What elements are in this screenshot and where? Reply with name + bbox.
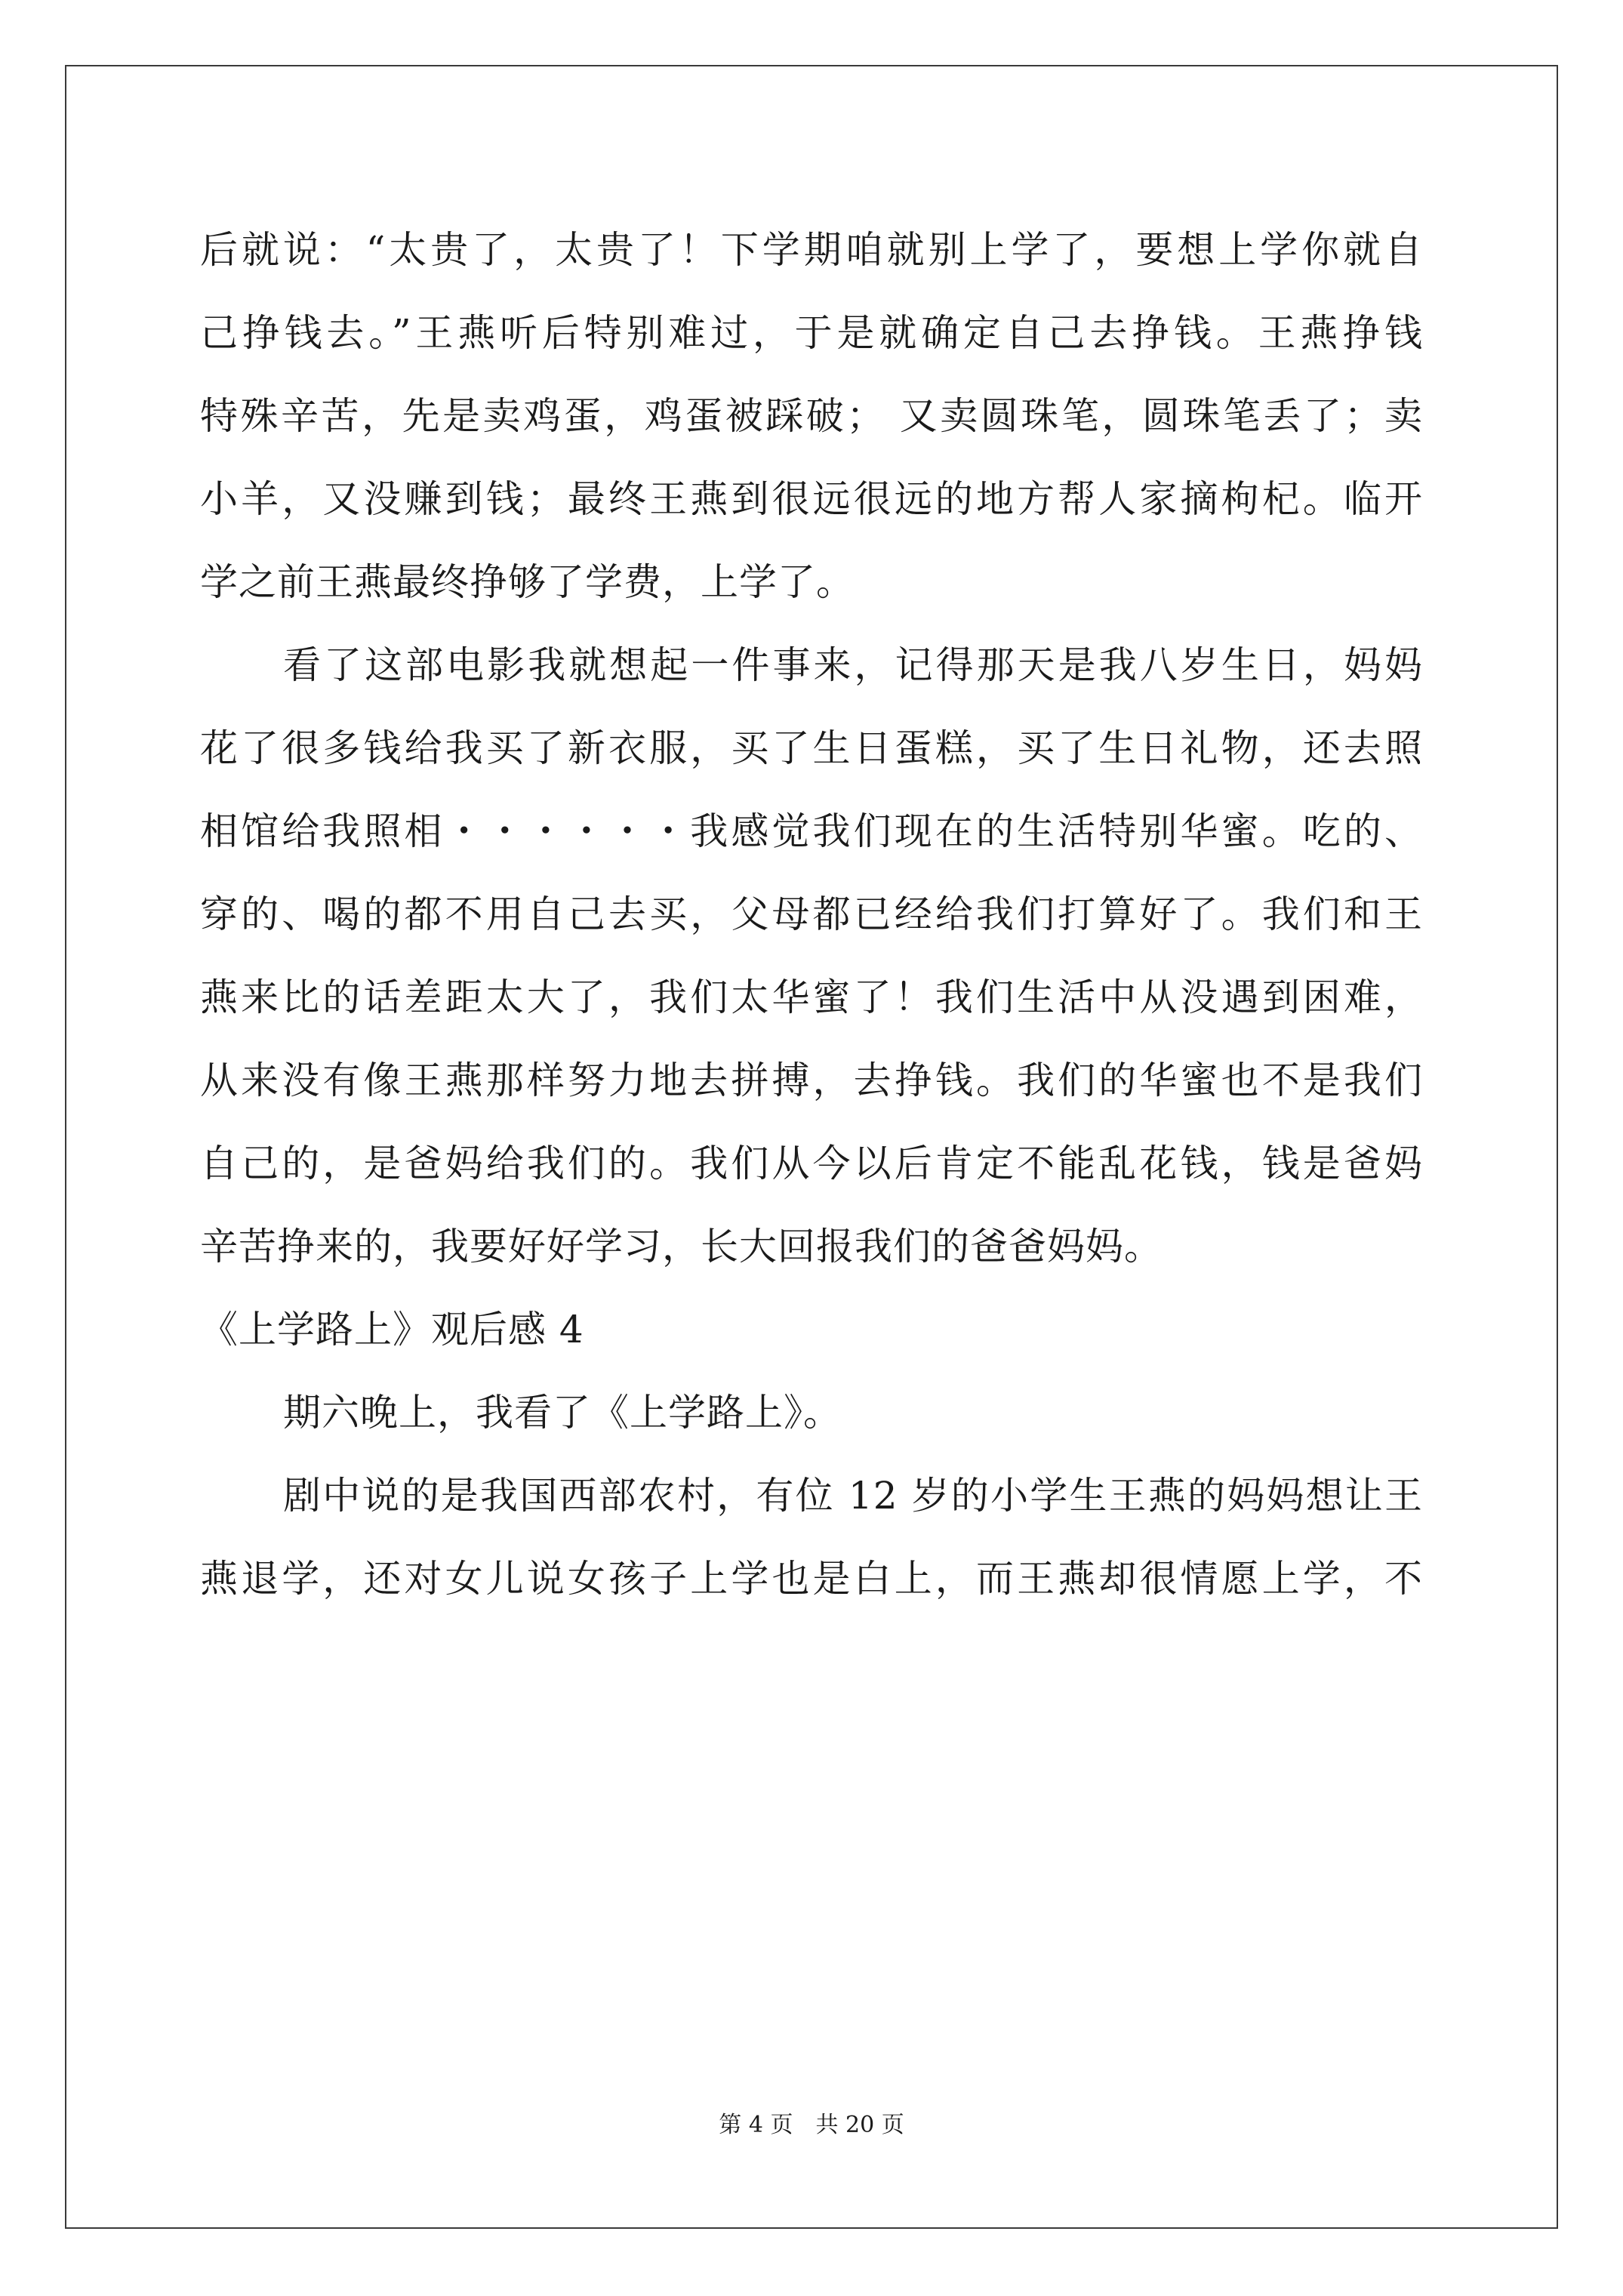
text-line: 燕来比的话差距太大了，我们太华蜜了！我们生活中从没遇到困难， [200, 975, 1423, 1019]
text-line: 特殊辛苦，先是卖鸡蛋，鸡蛋被踩破； 又卖圆珠笔，圆珠笔丢了；卖 [200, 394, 1423, 438]
text-line: 辛苦挣来的，我要好好学习，长大回报我们的爸爸妈妈。 [200, 1225, 1163, 1268]
paragraph-start: 剧中说的是我国西部农村，有位 12 岁的小学生王燕的妈妈想让王 [283, 1474, 1423, 1518]
paragraph-start: 期六晚上，我看了《上学路上》。 [283, 1391, 842, 1435]
text-line: 后就说：“太贵了，太贵了！下学期咱就别上学了，要想上学你就自 [200, 228, 1423, 272]
page-number-footer: 第 4 页 共 20 页 [719, 2112, 904, 2138]
text-line: 学之前王燕最终挣够了学费，上学了。 [200, 560, 855, 604]
paragraph-start: 看了这部电影我就想起一件事来，记得那天是我八岁生日，妈妈 [283, 643, 1423, 687]
text-line: 自己的，是爸妈给我们的。我们从今以后肯定不能乱花钱，钱是爸妈 [200, 1142, 1423, 1185]
text-line: 从来没有像王燕那样努力地去拼搏，去挣钱。我们的华蜜也不是我们 [200, 1059, 1423, 1102]
text-line: 燕退学，还对女儿说女孩子上学也是白上，而王燕却很情愿上学，不 [200, 1557, 1423, 1601]
section-heading: 《上学路上》观后感 4 [200, 1308, 584, 1351]
text-line: 花了很多钱给我买了新衣服，买了生日蛋糕，买了生日礼物，还去照 [200, 726, 1423, 770]
text-line: 小羊，又没赚到钱；最终王燕到很远很远的地方帮人家摘枸杞。临开 [200, 477, 1423, 521]
text-line: 穿的、喝的都不用自己去买，父母都已经给我们打算好了。我们和王 [200, 892, 1423, 936]
text-line: 己挣钱去。”王燕听后特别难过，于是就确定自己去挣钱。王燕挣钱 [200, 311, 1423, 355]
text-line: 相馆给我照相・・・・・・我感觉我们现在的生活特别华蜜。吃的、 [200, 809, 1423, 853]
